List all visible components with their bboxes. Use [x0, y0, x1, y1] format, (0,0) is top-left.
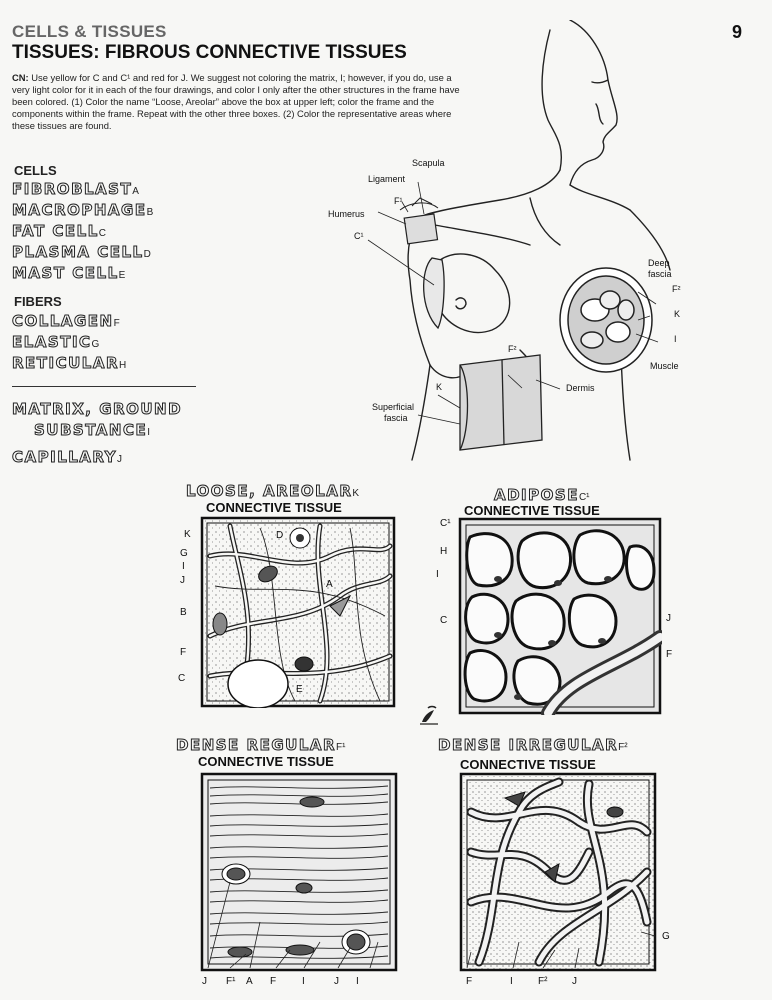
adipose-letter-f: F: [666, 649, 673, 660]
adipose-letter-j: J: [666, 613, 671, 624]
adipose-letter-c: C: [440, 615, 448, 626]
legend-fat-cell-name: FAT CELL: [12, 222, 99, 240]
label-i: I: [674, 334, 677, 344]
panel-adipose-sub: C¹: [578, 492, 590, 503]
legend-elastic: [12, 333, 99, 351]
label-ligament: Ligament: [368, 174, 406, 184]
dense-regular-letter-i: I: [302, 976, 305, 987]
legend-collagen-name: COLLAGEN: [12, 312, 114, 330]
legend-matrix: MATRIX, GROUND: [12, 400, 183, 418]
panel-dense-regular-name: [176, 736, 345, 754]
dense-irregular-letter-i: I: [510, 976, 513, 987]
label-f1: F¹: [394, 196, 403, 206]
panel-dense-irregular-sub: F²: [618, 742, 628, 753]
legend-fibroblast-sub: A: [132, 186, 139, 197]
loose-letter-f: F: [180, 647, 187, 658]
panel-loose-name-text: LOOSE, AREOLAR: [186, 482, 353, 500]
panel-adipose-name: [494, 486, 590, 504]
dense-regular-panel: [200, 772, 398, 972]
panel-dense-regular-caption: CONNECTIVE TISSUE: [198, 754, 334, 769]
adipose-letter-h: H: [440, 546, 448, 557]
legend-elastic-sub: G: [91, 339, 100, 350]
dense-irregular-letter-f2: F²: [538, 976, 548, 987]
legend-plasma-cell-sub: D: [143, 249, 151, 260]
legend-plasma-cell: [12, 243, 151, 261]
panel-dense-irregular-name-text: DENSE IRREGULAR: [438, 736, 619, 754]
dense-irregular-letter-f: F: [466, 976, 473, 987]
adipose-panel: [458, 517, 662, 715]
loose-letter-k: K: [184, 529, 191, 540]
loose-letter-g: G: [180, 548, 188, 559]
panel-dense-irregular-caption: CONNECTIVE TISSUE: [460, 757, 596, 772]
panel-loose-sub: K: [352, 488, 360, 499]
label-k: K: [674, 309, 681, 319]
legend-elastic-name: ELASTIC: [12, 333, 92, 351]
label-k-skin: K: [436, 382, 443, 392]
loose-letter-a: A: [326, 579, 333, 590]
label-c1: C¹: [354, 231, 364, 241]
label-deep-fascia-2: fascia: [648, 269, 672, 279]
legend-capillary-sub: J: [117, 454, 123, 465]
legend-substance: [34, 421, 150, 439]
loose-letter-b: B: [180, 607, 187, 618]
legend-fat-cell-sub: C: [98, 228, 107, 239]
label-dermis: Dermis: [566, 383, 595, 393]
label-superficial-fascia-2: fascia: [384, 413, 408, 423]
dense-irregular-letter-j: J: [572, 976, 577, 987]
panel-dense-regular-sub: F¹: [336, 742, 346, 753]
page-number: 9: [732, 22, 743, 42]
legend-capillary-name: CAPILLARY: [12, 448, 118, 466]
legend-mast-cell-name: MAST CELL: [12, 264, 119, 282]
legend-reticular: [12, 354, 126, 372]
legend-macrophage: [12, 201, 153, 219]
label-deep-fascia-1: Deep: [648, 258, 670, 268]
legend-substance-name: SUBSTANCE: [34, 421, 148, 439]
dense-irregular-panel: [459, 772, 657, 972]
chapter-heading: CELLS & TISSUES: [12, 22, 167, 41]
page-title: TISSUES: FIBROUS CONNECTIVE TISSUES: [12, 42, 407, 63]
dense-regular-letter-j2: J: [334, 976, 339, 987]
legend-mast-cell-sub: E: [118, 270, 126, 281]
loose-letter-c: C: [178, 673, 186, 684]
dense-regular-letter-f1: F¹: [226, 976, 236, 987]
legend-plasma-cell-name: PLASMA CELL: [12, 243, 144, 261]
panel-dense-irregular-name: [438, 736, 628, 754]
panel-adipose-caption: CONNECTIVE TISSUE: [464, 503, 600, 518]
label-superficial-fascia-1: Superficial: [372, 402, 415, 412]
label-humerus: Humerus: [328, 209, 365, 219]
label-f2: F²: [672, 284, 681, 294]
legend-fibroblast: [12, 180, 139, 198]
cells-heading: CELLS: [14, 163, 57, 178]
adipose-letter-c1: C¹: [440, 518, 451, 529]
fibers-heading: FIBERS: [14, 294, 62, 309]
loose-letter-j: J: [180, 575, 185, 586]
dense-regular-letter-i2: I: [356, 976, 359, 987]
dense-regular-letter-a: A: [246, 976, 253, 987]
legend-reticular-name: RETICULAR: [12, 354, 120, 372]
panel-adipose-name-text: ADIPOSE: [494, 486, 579, 504]
adipose-letter-i: I: [436, 569, 439, 580]
legend-collagen: [12, 312, 120, 330]
legend-matrix-sub: I: [147, 427, 150, 438]
publisher-logo: [418, 704, 440, 726]
loose-letter-i: I: [182, 561, 185, 572]
legend-mast-cell: [12, 264, 125, 282]
legend-fibroblast-name: FIBROBLAST: [12, 180, 133, 198]
loose-letter-d: D: [276, 530, 284, 541]
dense-regular-letter-f: F: [270, 976, 277, 987]
dense-regular-letter-j: J: [202, 976, 207, 987]
legend-reticular-sub: H: [119, 360, 127, 371]
label-muscle: Muscle: [650, 361, 679, 371]
loose-letter-e: E: [296, 684, 303, 695]
legend-macrophage-sub: B: [146, 207, 154, 218]
instructions-text: Use yellow for C and C¹ and red for J. We suggest not coloring the matrix, I; however, if you do, use a very light color for it in each of the four drawings, and color I only after the other structures in the frame have been colored. (1) Color the name “Loose, Areolar” above the box at upper left; color the frame and the components within the frame. Repeat with the other three boxes. (2) Color the representative areas where these tissues are found.: [12, 72, 460, 131]
loose-areolar-panel: [200, 516, 396, 708]
legend-fat-cell: [12, 222, 106, 240]
legend-collagen-sub: F: [113, 318, 120, 329]
label-f2-skin: F²: [508, 344, 517, 354]
label-scapula: Scapula: [412, 158, 445, 168]
legend-divider: [12, 386, 196, 387]
dense-irregular-letter-g: G: [662, 931, 670, 942]
panel-loose-caption: CONNECTIVE TISSUE: [206, 500, 342, 515]
legend-capillary: [12, 448, 122, 466]
instructions-prefix: CN:: [12, 72, 29, 83]
panel-loose-name: [186, 482, 359, 500]
legend-macrophage-name: MACROPHAGE: [12, 201, 147, 219]
panel-dense-regular-name-text: DENSE REGULAR: [176, 736, 337, 754]
